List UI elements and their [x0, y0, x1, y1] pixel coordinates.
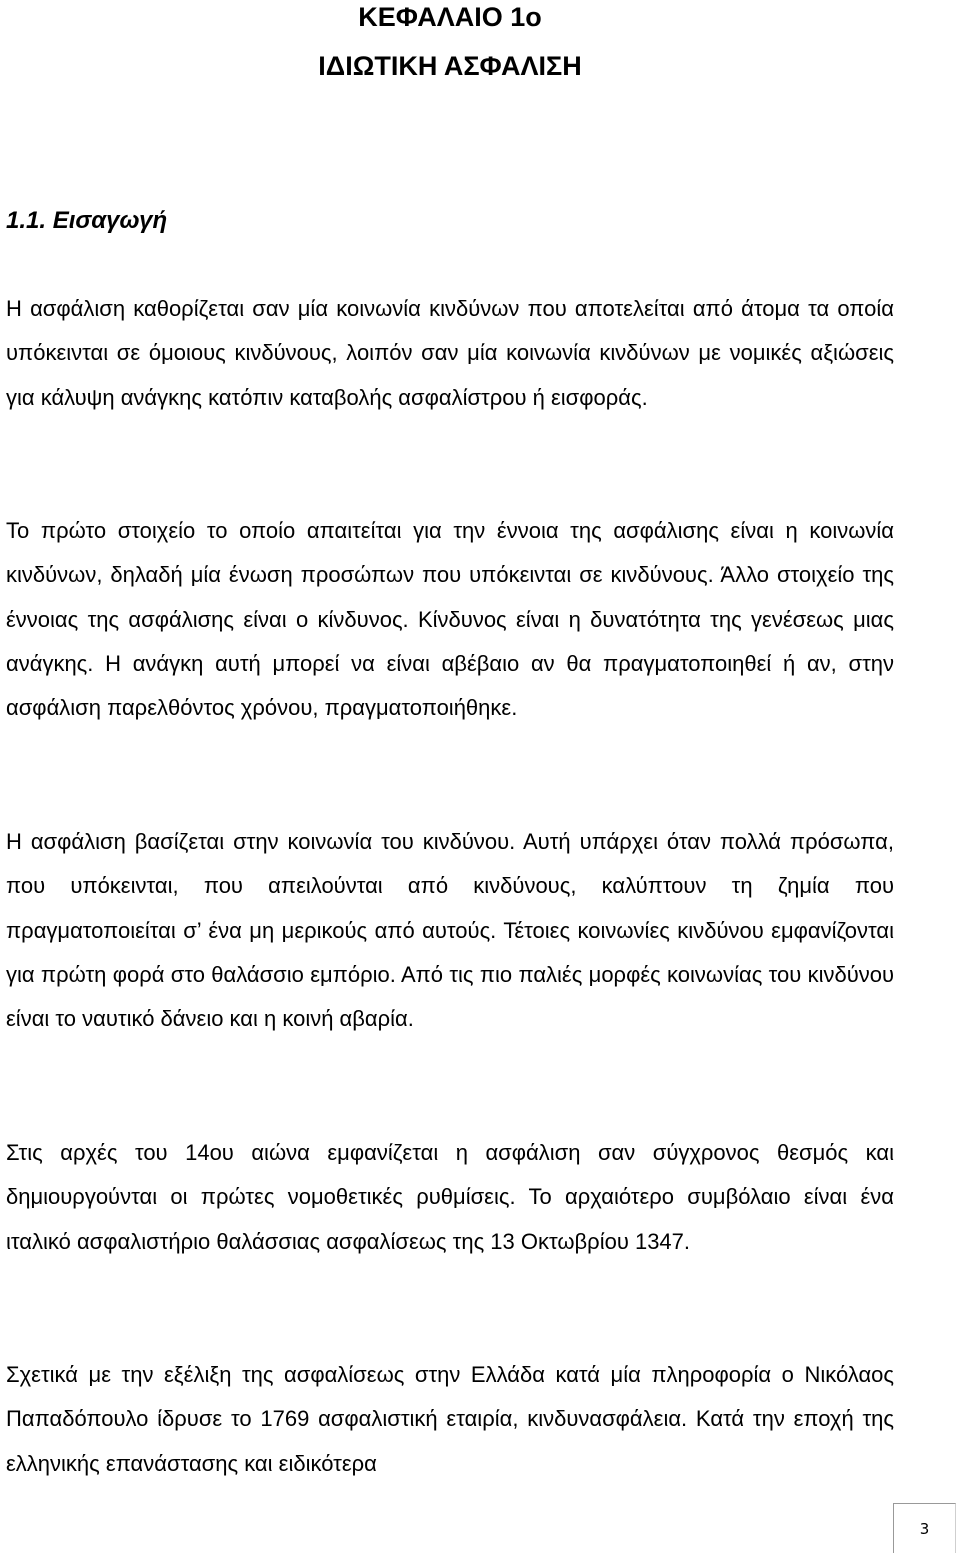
- paragraph-1: Η ασφάλιση καθορίζεται σαν μία κοινωνία κινδύνων που αποτελείται από άτομα τα οποία υπόκεινται σε όμοιους κινδύνους, λοιπόν σαν μία κοινωνία κινδύνων με νομικές αξιώσεις για κάλυψη ανάγκης κατόπιν καταβολής ασφαλίστρου ή εισφοράς.: [6, 296, 894, 410]
- paragraph-5: Σχετικά με την εξέλιξη της ασφαλίσεως στην Ελλάδα κατά μία πληροφορία ο Νικόλαος Παπαδόπουλο ίδρυσε το 1769 ασφαλιστική εταιρία, κινδυνασφάλεια. Κατά την εποχή της ελληνικής επανάστασης και ειδικότερα: [6, 1362, 894, 1476]
- paragraph-2: Το πρώτο στοιχείο το οποίο απαιτείται για την έννοια της ασφάλισης είναι η κοινωνία κινδύνων, δηλαδή μία ένωση προσώπων που υπόκεινται σε κινδύνους. Άλλο στοιχείο της έννοιας της ασφάλισης είναι ο κίνδυνος. Κίνδυνος είναι η δυνατότητα της γενέσεως μιας ανάγκης. Η ανάγκη αυτή μπορεί να είναι αβέβαιο αν θα πραγματοποιηθεί ή αν, στην ασφάλιση παρελθόντος χρόνου, πραγματοποιήθηκε.: [6, 518, 894, 721]
- page-number-box: [893, 1503, 956, 1553]
- chapter-title: ΚΕΦΑΛΑΙΟ 1ο: [358, 2, 542, 32]
- chapter-subtitle: ΙΔΙΩΤΙΚΗ ΑΣΦΑΛΙΣΗ: [318, 51, 582, 81]
- paragraph-3: Η ασφάλιση βασίζεται στην κοινωνία του κινδύνου. Αυτή υπάρχει όταν πολλά πρόσωπα, που υπόκεινται, που απειλούνται από κινδύνους, καλύπτουν τη ζημία που πραγματοποιείται σ’ ένα μη μερικούς από αυτούς. Τέτοιες κοινωνίες κινδύνου εμφανίζονται για πρώτη φορά στο θαλάσσιο εμπόριο. Από τις πιο παλιές μορφές κοινωνίας του κινδύνου είναι το ναυτικό δάνειο και η κοινή αβαρία.: [6, 829, 894, 1032]
- paragraph-4: Στις αρχές του 14ου αιώνα εμφανίζεται η ασφάλιση σαν σύγχρονος θεσμός και δημιουργούνται οι πρώτες νομοθετικές ρυθμίσεις. Το αρχαιότερο συμβόλαιο είναι ένα ιταλικό ασφαλιστήριο θαλάσσιας ασφαλίσεως της 13 Οκτωβρίου 1347.: [6, 1140, 894, 1254]
- page-number: 3: [919, 1519, 930, 1538]
- section-heading: 1.1. Εισαγωγή: [6, 207, 168, 234]
